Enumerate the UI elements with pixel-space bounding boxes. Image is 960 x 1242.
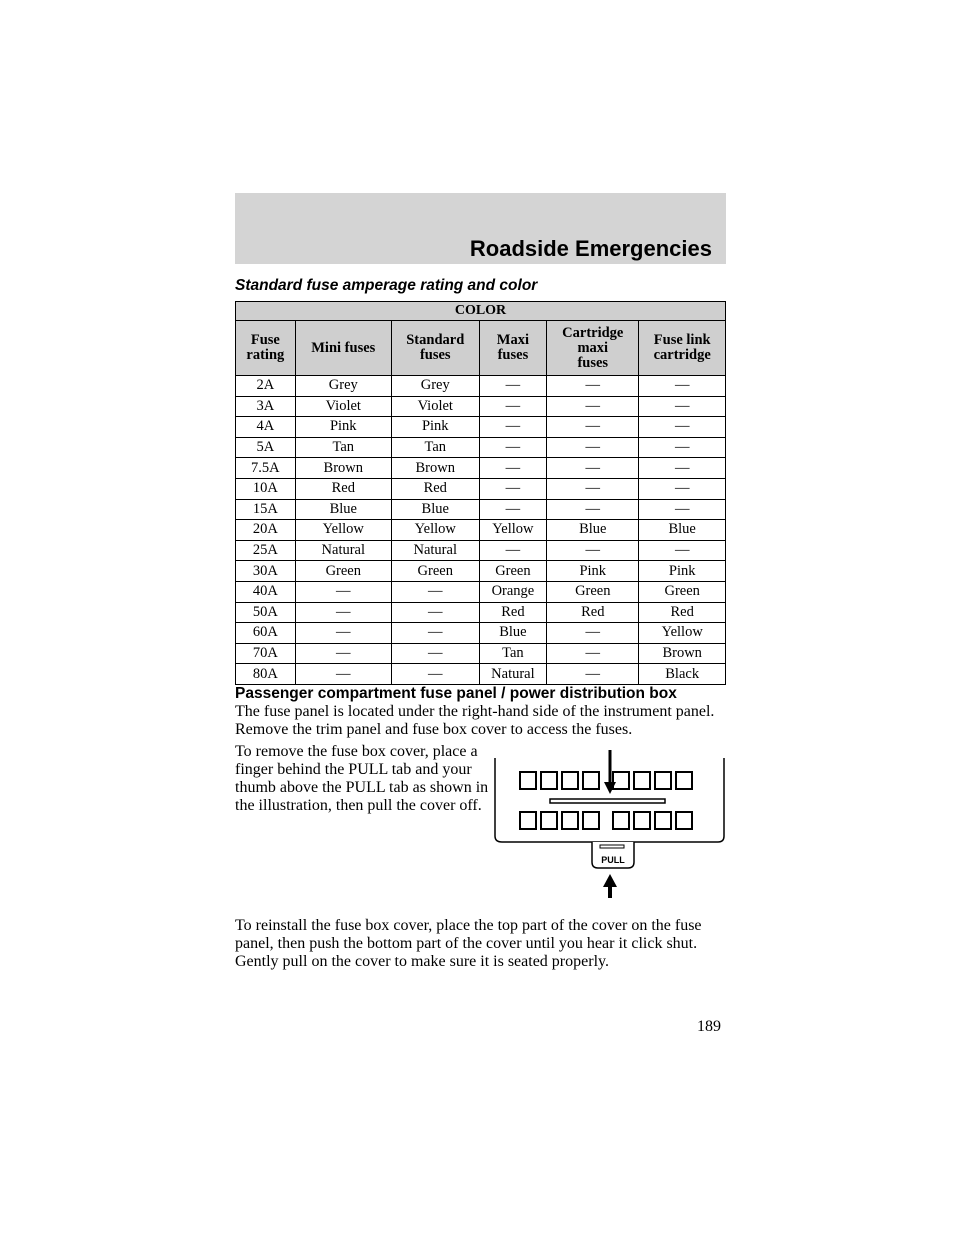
table-cell: Tan xyxy=(479,643,547,664)
table-cell: — xyxy=(391,581,479,602)
table-row xyxy=(236,581,726,602)
table-row xyxy=(236,540,726,561)
table-cell: 15A xyxy=(236,499,296,520)
table-cell: Blue xyxy=(391,499,479,520)
table-cell: Blue xyxy=(295,499,391,520)
table-cell: 30A xyxy=(236,561,296,582)
table-row xyxy=(236,664,726,685)
table-cell: Pink xyxy=(547,561,639,582)
table-cell: — xyxy=(547,499,639,520)
fuse-color-table xyxy=(235,301,726,685)
table-cell: Yellow xyxy=(295,520,391,541)
pull-tab-slot xyxy=(600,845,624,848)
center-divider xyxy=(550,799,665,803)
table-cell: — xyxy=(639,376,726,397)
column-header-line: cartridge xyxy=(653,347,711,363)
table-cell: 70A xyxy=(236,643,296,664)
table-row xyxy=(236,478,726,499)
table-cell: Yellow xyxy=(639,623,726,644)
column-header-line: maxi xyxy=(577,339,609,356)
table-cell: Blue xyxy=(639,520,726,541)
table-cell: Pink xyxy=(639,561,726,582)
table-cell: 50A xyxy=(236,602,296,623)
table-cell: Tan xyxy=(295,437,391,458)
reinstall-paragraph: To reinstall the fuse box cover, place the top part of the cover on the fuse panel, then push the bottom part of the cover until you hear it click shut. Gently pull on the cover to make sure it is seated properly. xyxy=(235,917,702,970)
table-cell: Green xyxy=(479,561,547,582)
table-cell: — xyxy=(391,602,479,623)
table-cell: — xyxy=(479,396,547,417)
table-cell: — xyxy=(547,664,639,685)
table-cell: — xyxy=(295,581,391,602)
column-header-line: Standard xyxy=(406,332,465,348)
table-cell: Red xyxy=(479,602,547,623)
table-cell: — xyxy=(639,458,726,479)
table-cell: — xyxy=(479,437,547,458)
table-cell: — xyxy=(639,396,726,417)
table-cell: — xyxy=(547,376,639,397)
table-cell: Red xyxy=(391,478,479,499)
table-cell: 40A xyxy=(236,581,296,602)
column-header xyxy=(547,321,639,376)
pull-tab-label: PULL xyxy=(601,855,625,865)
table-row xyxy=(236,561,726,582)
table-cell: Green xyxy=(547,581,639,602)
table-cell: — xyxy=(639,437,726,458)
table-cell: Red xyxy=(639,602,726,623)
page-section-title: Roadside Emergencies xyxy=(469,236,712,261)
table-cell: — xyxy=(547,478,639,499)
column-header-line: Maxi xyxy=(496,332,530,348)
table-cell: Grey xyxy=(391,376,479,397)
table-heading: Standard fuse amperage rating and color xyxy=(235,277,538,294)
table-cell: — xyxy=(479,417,547,438)
table-cell: — xyxy=(547,437,639,458)
table-cell: Natural xyxy=(295,540,391,561)
table-cell: Brown xyxy=(391,458,479,479)
removal-paragraph: To remove the fuse box cover, place a finger behind the PULL tab and your thumb above the PULL tab as shown in the illustration, then pull the cover off. xyxy=(235,743,489,814)
column-header-line: fuses xyxy=(497,347,529,363)
column-header-line: Fuse xyxy=(250,332,280,348)
table-cell: Blue xyxy=(479,623,547,644)
table-row xyxy=(236,499,726,520)
table-cell: — xyxy=(639,417,726,438)
column-headers xyxy=(236,321,726,376)
table-row xyxy=(236,458,726,479)
table-row xyxy=(236,643,726,664)
table-cell: 4A xyxy=(236,417,296,438)
table-cell: Blue xyxy=(547,520,639,541)
table-cell: 5A xyxy=(236,437,296,458)
table-cell: Green xyxy=(639,581,726,602)
table-cell: — xyxy=(479,478,547,499)
top-fuse-row xyxy=(520,772,692,789)
column-header-line: rating xyxy=(246,347,285,363)
up-arrow-icon xyxy=(603,874,617,898)
column-header xyxy=(295,321,391,376)
table-cell: Yellow xyxy=(391,520,479,541)
table-cell: 25A xyxy=(236,540,296,561)
table-cell: — xyxy=(479,540,547,561)
table-cell: Orange xyxy=(479,581,547,602)
table-body xyxy=(236,376,726,685)
table-cell: Violet xyxy=(391,396,479,417)
table-cell: — xyxy=(295,602,391,623)
table-cell: 2A xyxy=(236,376,296,397)
table-cell: Natural xyxy=(479,664,547,685)
table-cell: — xyxy=(639,478,726,499)
table-cell: — xyxy=(547,643,639,664)
column-header xyxy=(391,321,479,376)
table-cell: 10A xyxy=(236,478,296,499)
table-cell: — xyxy=(391,623,479,644)
column-header-line: fuses xyxy=(577,354,609,371)
table-cell: 7.5A xyxy=(236,458,296,479)
page-number: 189 xyxy=(697,1018,721,1035)
table-cell: Green xyxy=(295,561,391,582)
column-header xyxy=(479,321,547,376)
column-header xyxy=(639,321,726,376)
table-cell: 3A xyxy=(236,396,296,417)
table-row xyxy=(236,623,726,644)
table-cell: — xyxy=(547,396,639,417)
table-row xyxy=(236,396,726,417)
table-cell: Violet xyxy=(295,396,391,417)
table-cell: — xyxy=(639,540,726,561)
table-cell: Red xyxy=(295,478,391,499)
table-cell: Red xyxy=(547,602,639,623)
column-header-line: fuses xyxy=(419,347,451,363)
table-cell: — xyxy=(295,623,391,644)
table-cell: — xyxy=(547,417,639,438)
table-row xyxy=(236,376,726,397)
table-cell: — xyxy=(547,623,639,644)
table-row xyxy=(236,520,726,541)
fuse-box-cover-illustration xyxy=(490,748,730,898)
fuse-panel-heading: Passenger compartment fuse panel / power distribution box xyxy=(235,685,677,702)
table-cell: Pink xyxy=(391,417,479,438)
table-cell: 20A xyxy=(236,520,296,541)
table-cell: Black xyxy=(639,664,726,685)
table-cell: Tan xyxy=(391,437,479,458)
table-row xyxy=(236,437,726,458)
column-header-line: Fuse link xyxy=(653,332,711,348)
table-cell: Brown xyxy=(295,458,391,479)
table-cell: 60A xyxy=(236,623,296,644)
table-cell: 80A xyxy=(236,664,296,685)
header-band xyxy=(235,193,726,264)
table-row xyxy=(236,602,726,623)
table-cell: — xyxy=(639,499,726,520)
table-cell: — xyxy=(547,458,639,479)
table-cell: — xyxy=(391,664,479,685)
table-cell: — xyxy=(479,499,547,520)
table-cell: — xyxy=(547,540,639,561)
column-header xyxy=(236,321,296,376)
table-row xyxy=(236,417,726,438)
column-header-line: Cartridge xyxy=(562,324,624,341)
table-cell: Yellow xyxy=(479,520,547,541)
table-cell: — xyxy=(295,643,391,664)
column-header-line: Mini fuses xyxy=(311,339,376,356)
table-cell: Brown xyxy=(639,643,726,664)
table-cell: Green xyxy=(391,561,479,582)
table-cell: Pink xyxy=(295,417,391,438)
table-cell: — xyxy=(479,376,547,397)
table-cell: — xyxy=(479,458,547,479)
table-cell: — xyxy=(391,643,479,664)
color-group-header: COLOR xyxy=(236,302,726,321)
table-cell: Grey xyxy=(295,376,391,397)
bottom-fuse-row xyxy=(520,812,692,829)
table-cell: Natural xyxy=(391,540,479,561)
location-paragraph: The fuse panel is located under the right-hand side of the instrument panel. Remove the trim panel and fuse box cover to access the fuses. xyxy=(235,703,715,738)
table-cell: — xyxy=(295,664,391,685)
